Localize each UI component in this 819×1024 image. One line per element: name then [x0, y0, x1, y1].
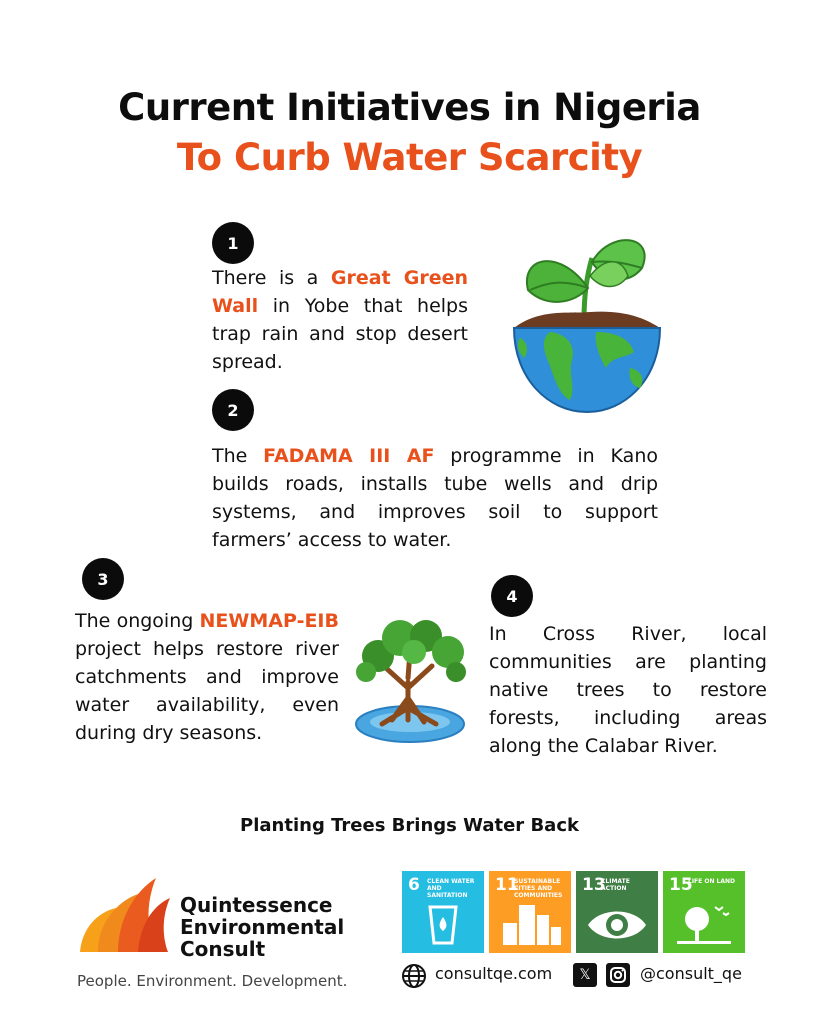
item-1-post: in Yobe that helps trap rain and stop desert spread. [212, 295, 468, 373]
item-2-post: programme in Kano builds roads, installs tube wells and drip systems, and improves soil to support farmers’ access to water. [212, 445, 658, 551]
item-3-text [75, 607, 339, 747]
sdg-13-label: CLIMATE ACTION [601, 878, 630, 892]
flame-logo-icon [76, 872, 174, 956]
brand-slogan: People. Environment. Development. [77, 972, 348, 990]
social-handle[interactable]: @consult_qe [640, 964, 742, 983]
tree-birds-icon [663, 871, 745, 953]
x-icon[interactable]: 𝕏 [573, 963, 597, 987]
water-glass-icon [402, 871, 484, 953]
item-3-pre: The ongoing [75, 610, 200, 632]
sdg-13-number: 13 [582, 875, 606, 895]
instagram-icon[interactable] [606, 963, 630, 987]
sdg-11-label: SUSTAINABLE CITIES AND COMMUNITIES [514, 878, 563, 899]
item-2-number-badge: 2 [212, 389, 254, 431]
sdg-15-number: 15 [669, 875, 693, 895]
item-1-text [212, 264, 468, 376]
sdg-13-tile [576, 871, 658, 953]
city-buildings-icon [489, 871, 571, 953]
sdg-6-label: CLEAN WATER AND SANITATION [427, 878, 475, 899]
brand-name-line-1: Quintessence [180, 893, 333, 917]
page-title: Current Initiatives in Nigeria [118, 86, 701, 129]
item-4-number-badge: 4 [491, 575, 533, 617]
brand-name-line-2: Environmental [180, 915, 345, 939]
item-4-text [489, 620, 767, 760]
campaign-tagline: Planting Trees Brings Water Back [240, 815, 579, 836]
sdg-11-number: 11 [495, 875, 519, 895]
item-2-highlight: FADAMA III AF [263, 445, 435, 467]
sdg-15-tile [663, 871, 745, 953]
item-4-pre: In Cross River, local communities are planting native trees to restore forests, including areas along the Calabar River. [489, 623, 767, 757]
globe-icon [401, 963, 427, 989]
sdg-11-tile [489, 871, 571, 953]
website-link[interactable]: consultqe.com [435, 964, 553, 983]
brand-name-line-3: Consult [180, 937, 266, 961]
item-1-number-badge: 1 [212, 222, 254, 264]
item-3-post: project helps restore river catchments and improve water availability, even during dry seasons. [75, 638, 339, 744]
item-2-text [212, 442, 658, 554]
eye-globe-icon [576, 871, 658, 953]
item-2-pre: The [212, 445, 264, 467]
brand-name [180, 894, 344, 960]
item-3-highlight: NEWMAP-EIB [199, 610, 339, 632]
earth-plant-illustration [510, 228, 662, 414]
mangrove-tree-illustration [352, 612, 468, 748]
sdg-6-number: 6 [408, 875, 420, 895]
page-subtitle: To Curb Water Scarcity [176, 136, 643, 179]
item-1-highlight: Great Green Wall [212, 267, 468, 317]
sdg-6-tile [402, 871, 484, 953]
item-3-number-badge: 3 [82, 558, 124, 600]
item-1-pre: There is a [212, 267, 331, 289]
sdg-15-label: LIFE ON LAND [688, 878, 736, 885]
